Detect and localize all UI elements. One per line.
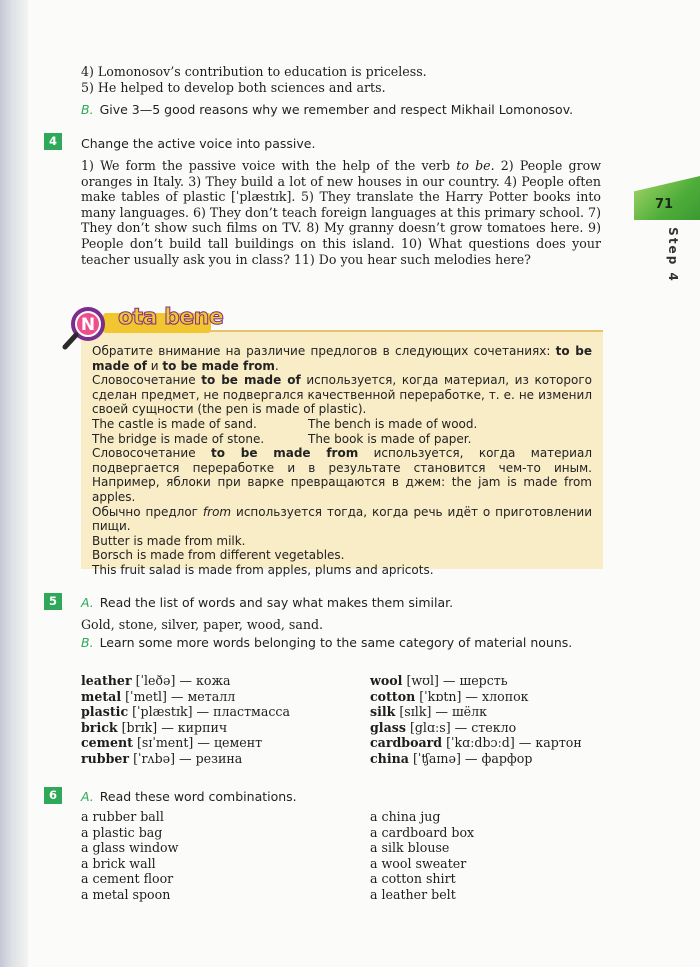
exercise-5a: [81, 595, 453, 610]
nb-example-1b: The bench is made of wood.: [308, 416, 478, 431]
vocab-word: leather: [81, 673, 132, 688]
nb-p1-text: Обратите внимание на различие предлогов в следующих сочетаниях:: [92, 344, 556, 358]
exercise-number-6: 6: [44, 787, 62, 804]
nb-p3-term: to be made from: [211, 446, 359, 461]
nb-example-row-1: [92, 417, 592, 432]
vocab-item: [370, 689, 582, 705]
nb-paragraph-4: [92, 505, 592, 534]
nb-example-2b: The book is made of paper.: [308, 431, 472, 446]
exercise-4-body: [81, 158, 601, 267]
exercise-5b: [81, 635, 603, 651]
list-item: a silk blouse: [370, 840, 450, 856]
page-number: 71: [655, 197, 674, 212]
ex4-body-pre: 1) We form the passive voice with the help of the verb: [81, 158, 457, 173]
vocab-definition: [wʊl] — шерсть: [402, 673, 508, 688]
list-item: a glass window: [81, 840, 179, 856]
nb-p1-term1: to be made of: [92, 344, 592, 373]
top-line-5: 5) He helped to develop both sciences and arts.: [81, 80, 386, 95]
exercise-5a-text: Read the list of words and say what makes them similar.: [99, 595, 454, 610]
exercise-6a: [81, 789, 297, 804]
nb-p2-c: используется, когда материал, из которого сделан предмет, не подвергался качественной переработке, т. е. не изменил своей сущности (the pen is made of plastic).: [92, 373, 593, 417]
vocab-definition: [ˈrʌbə] — резина: [129, 750, 243, 766]
nota-bene-logo: ota bene: [118, 305, 224, 330]
ex4-body-em: to be.: [456, 158, 495, 173]
list-item: a leather belt: [370, 886, 456, 902]
step-label: Step 4: [666, 227, 680, 283]
task-4b-text: Give 3—5 good reasons why we remember and respect Mikhail Lomonosov.: [99, 102, 574, 117]
vocab-word: cardboard: [370, 735, 443, 751]
nb-sentence-3: This fruit salad is made from apples, plums and apricots.: [92, 562, 434, 577]
exercise-number-4: 4: [44, 133, 62, 150]
book-spine-shadow: [0, 0, 28, 967]
vocab-item: [370, 735, 582, 751]
combination-list-left: [81, 809, 178, 903]
nb-p4-a: Обычно предлог: [92, 504, 203, 519]
vocab-definition: [sɪˈment] — цемент: [133, 735, 263, 751]
vocab-definition: [ˈleðə] — кожа: [131, 673, 231, 688]
task-letter: B.: [81, 635, 94, 650]
vocab-word: brick: [81, 719, 118, 735]
vocab-definition: [ˈmetl] — металл: [121, 688, 236, 704]
nb-p1-end: .: [274, 358, 279, 373]
vocab-word: wool: [370, 673, 403, 688]
vocab-word: rubber: [81, 750, 130, 766]
vocab-word: metal: [81, 688, 122, 704]
vocab-definition: [ˈkɒtn] — хлопок: [415, 688, 529, 704]
nb-sentence-2: Borsch is made from different vegetables.: [92, 548, 345, 563]
list-item: a cotton shirt: [370, 871, 456, 887]
list-item: a metal spoon: [81, 886, 171, 902]
task-4b: [81, 102, 573, 117]
list-item: a plastic bag: [81, 824, 163, 840]
nb-p1-term2: to be made from: [162, 358, 275, 373]
vocab-item: [81, 689, 290, 705]
combination-list-right: [370, 809, 474, 903]
nb-sentence-1: Butter is made from milk.: [92, 533, 246, 548]
nb-p4-em: from: [202, 504, 232, 519]
exercise-4-instruction: Change the active voice into passive.: [81, 136, 316, 151]
vocab-item: [370, 704, 582, 720]
list-item: a wool sweater: [370, 855, 467, 871]
vocab-list-right: [370, 673, 582, 767]
nb-p3-a: Словосочетание: [92, 446, 211, 461]
vocab-word: cement: [81, 735, 133, 751]
vocab-item: [370, 720, 582, 736]
vocab-definition: [glɑːs] — стекло: [405, 719, 517, 735]
vocab-definition: [brɪk] — кирпич: [117, 719, 228, 735]
vocab-word: glass: [370, 719, 406, 735]
list-item: a cardboard box: [370, 824, 475, 840]
vocab-word: cotton: [370, 688, 416, 704]
vocab-definition: [ˈplæstɪk] — пластмасса: [128, 704, 290, 720]
vocab-definition: [ˈʧaɪnə] — фарфор: [408, 750, 533, 766]
nb-paragraph-2: [92, 373, 592, 417]
vocab-word: silk: [370, 704, 396, 720]
exercise-6a-text: Read these word combinations.: [99, 789, 297, 804]
nota-bene-logo-n: N: [80, 315, 96, 335]
nb-example-row-2: [92, 432, 592, 447]
task-letter: B.: [81, 102, 94, 117]
nb-example-2a: The bridge is made of stone.: [92, 431, 265, 446]
list-item: a china jug: [370, 809, 441, 824]
nota-bene-text: [92, 344, 592, 578]
list-item: a brick wall: [81, 855, 156, 871]
nb-p4-c: используется тогда, когда речь идёт о приготовлении пищи.: [92, 504, 592, 534]
vocab-definition: [sɪlk] — шёлк: [395, 704, 488, 720]
exercise-number-5: 5: [44, 593, 62, 610]
vocab-item: [81, 751, 290, 767]
top-line-4: 4) Lomonosov’s contribution to education is priceless.: [81, 64, 427, 79]
nb-p1-and: и: [146, 358, 163, 373]
vocab-item: [81, 704, 290, 720]
nb-example-1a: The castle is made of sand.: [92, 416, 257, 431]
nb-p2-term: to be made of: [201, 373, 301, 388]
task-letter: A.: [81, 595, 94, 610]
vocab-word: plastic: [81, 704, 129, 720]
vocab-item: [370, 673, 582, 689]
exercise-5b-text: Learn some more words belonging to the same category of material nouns.: [99, 635, 573, 650]
exercise-5-words: Gold, stone, silver, paper, wood, sand.: [81, 617, 324, 632]
list-item: a cement floor: [81, 871, 174, 887]
vocab-item: [81, 720, 290, 736]
nb-p2-a: Словосочетание: [92, 373, 202, 388]
vocab-list-left: [81, 673, 290, 767]
list-item: a rubber ball: [81, 809, 164, 824]
vocab-item: [81, 673, 290, 689]
vocab-word: china: [370, 750, 409, 766]
vocab-definition: [ˈkɑːdbɔːd] — картон: [442, 735, 582, 751]
nb-paragraph-3: [92, 446, 592, 504]
nb-paragraph-1: [92, 344, 592, 373]
vocab-item: [370, 751, 582, 767]
task-letter: A.: [81, 789, 94, 804]
nb-p3-c: используется, когда материал подвергается переработке и в результате становится чем-то иным. Например, яблоки при варке превращаются в джем: the jam is made from apples.: [92, 446, 592, 504]
vocab-item: [81, 735, 290, 751]
ex4-body-post: 2) People grow oranges in Italy. 3) They build a lot of new houses in our country. 4) People often make tables of plastic [ˈplæstɪk]. 5) They translate the Harry Potter books into many languages. 6) They don’t teach foreign languages at this primary school. 7) They don’t show such films on TV. 8) My granny doesn’t grow tomatoes here. 9) People don’t build tall buildings on this island. 10) What questions does your teacher usually ask you in class? 11) Do you hear such melodies here?: [81, 158, 601, 267]
